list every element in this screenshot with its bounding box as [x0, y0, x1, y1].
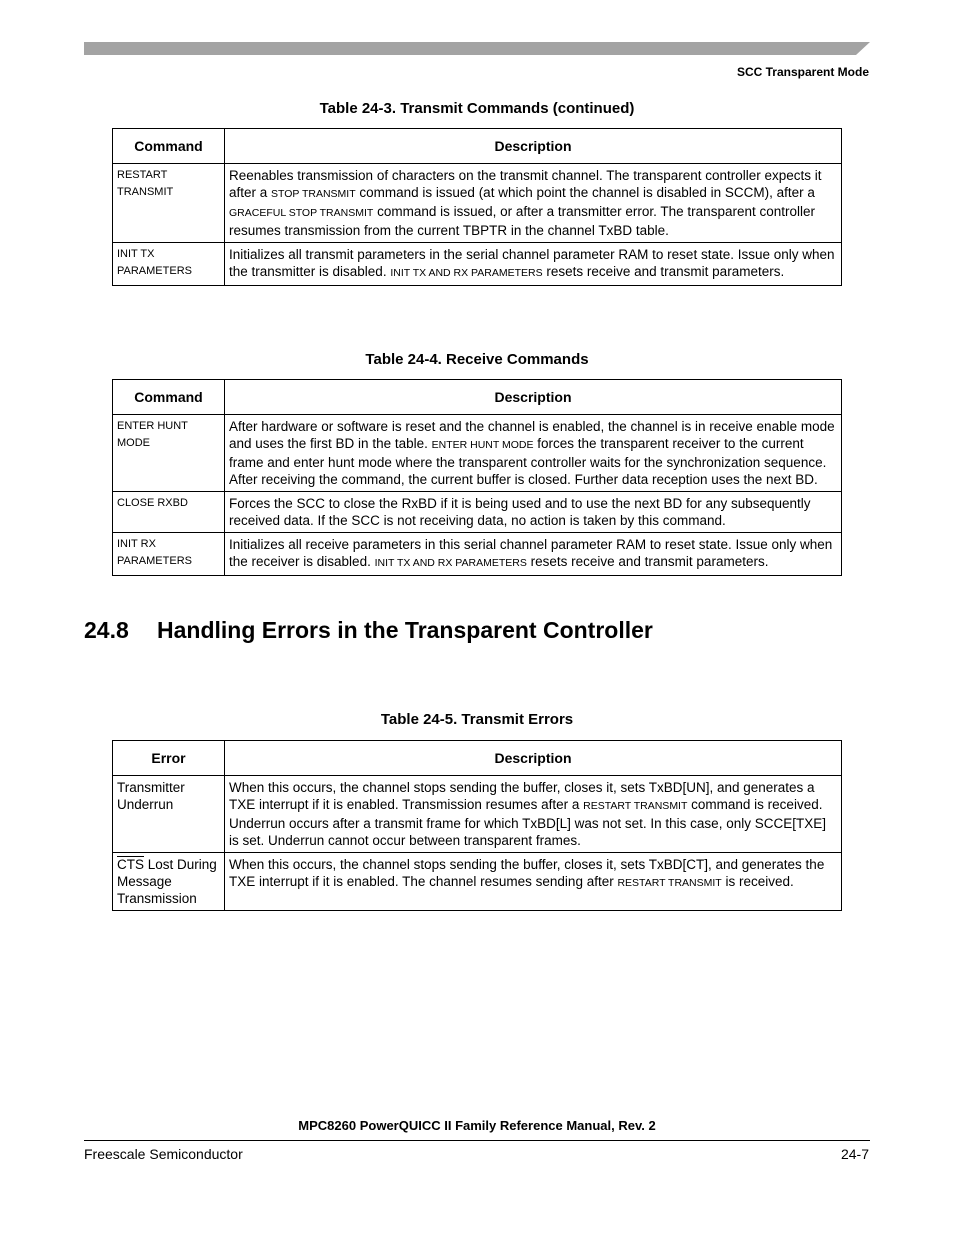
header-bar [84, 42, 870, 55]
command-cell: INIT RX PARAMETERS [113, 533, 225, 576]
table-row [113, 243, 842, 286]
table-row [113, 776, 842, 853]
column-header-description: Description [225, 741, 842, 776]
table-24-3 [112, 128, 842, 286]
table-24-3-caption: Table 24-3. Transmit Commands (continued) [319, 100, 635, 117]
error-cell: $\overline{CTS}$ Lost During Message Transmission [113, 853, 225, 911]
description-cell: When this occurs, the channel stops sending the buffer, closes it, sets TxBD[UN], and generates a TXE interrupt if it is enabled. Transmission resumes after a RESTART TRANSMIT command is received. Underrun occurs after a transmit frame for which TxBD[L] was not set. In this case, only SCCE[TXE] is set. Underrun cannot occur between transparent frames. [225, 776, 842, 853]
description-cell: Reenables transmission of characters on the transmit channel. The transparent controller expects it after a STOP TRANSMIT command is issued (at which point the channel is disabled in SCCM), after a GRACEFUL STOP TRANSMIT command is issued, or after a transmitter error. The transparent controller resumes transmission from the current TBPTR in the channel TxBD table. [225, 164, 842, 243]
table-row [113, 533, 842, 576]
footer-manual-title: MPC8260 PowerQUICC II Family Reference Manual, Rev. 2 [298, 1118, 656, 1133]
section-title: Handling Errors in the Transparent Controller [157, 617, 653, 643]
footer-divider [84, 1140, 870, 1141]
column-header-description: Description [225, 129, 842, 164]
footer-company: Freescale Semiconductor [84, 1146, 243, 1162]
column-header-command: Command [113, 129, 225, 164]
table-row [113, 492, 842, 533]
table-24-4 [112, 379, 842, 576]
description-cell: Initializes all receive parameters in this serial channel parameter RAM to reset state. Issue only when the receiver is disabled. INIT TX AND RX PARAMETERS resets receive and transmit parameters. [225, 533, 842, 576]
column-header-error: Error [113, 741, 225, 776]
command-cell: ENTER HUNT MODE [113, 415, 225, 492]
table-24-4-caption: Table 24-4. Receive Commands [365, 351, 589, 368]
command-cell: INIT TX PARAMETERS [113, 243, 225, 286]
running-head: SCC Transparent Mode [736, 65, 869, 79]
table-header-row [113, 380, 842, 415]
table-row [113, 853, 842, 911]
table-row [113, 164, 842, 243]
cts-signal: $\overline{CTS}$ [117, 857, 144, 872]
description-cell: Initializes all transmit parameters in the serial channel parameter RAM to reset state. Issue only when the transmitter is disabled. INIT TX AND RX PARAMETERS resets receive and transmit parameters. [225, 243, 842, 286]
table-24-5 [112, 740, 842, 911]
column-header-description: Description [225, 380, 842, 415]
column-header-command: Command [113, 380, 225, 415]
description-cell: After hardware or software is reset and the channel is enabled, the channel is in receive enable mode and uses the first BD in the table. ENTER HUNT MODE forces the transparent receiver to the current frame and enter hunt mode where the transparent controller waits for the synchronization sequence. After receiving the command, the current buffer is closed. Further data reception uses the next BD. [225, 415, 842, 492]
description-cell: Forces the SCC to close the RxBD if it is being used and to use the next BD for any subsequently received data. If the SCC is not receiving data, no action is taken by this command. [225, 492, 842, 533]
command-cell: RESTART TRANSMIT [113, 164, 225, 243]
description-cell: When this occurs, the channel stops sending the buffer, closes it, sets TxBD[CT], and generates the TXE interrupt if it is enabled. The channel resumes sending after RESTART TRANSMIT is received. [225, 853, 842, 911]
footer-page-number: 24-7 [840, 1146, 869, 1162]
section-number: 24.8 [84, 617, 129, 643]
section-heading [84, 617, 653, 644]
table-row [113, 415, 842, 492]
table-header-row [113, 129, 842, 164]
command-cell: CLOSE RXBD [113, 492, 225, 533]
table-header-row [113, 741, 842, 776]
error-cell: Transmitter Underrun [113, 776, 225, 853]
table-24-5-caption: Table 24-5. Transmit Errors [380, 711, 574, 728]
